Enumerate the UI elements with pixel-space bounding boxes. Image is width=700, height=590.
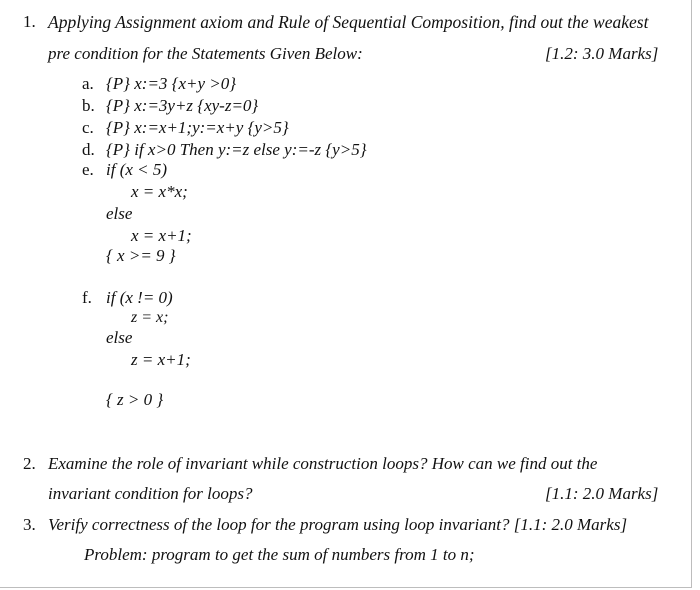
q1-item-f-line2: z = x; bbox=[131, 309, 169, 326]
q1-item-b-text: {P} x:=3y+z {xy-z=0} bbox=[106, 96, 259, 115]
q1-item-b bbox=[82, 96, 258, 116]
q3-line1: Verify correctness of the loop for the program using loop invariant? [1.1: 2.0 Marks] bbox=[48, 515, 628, 534]
q1-line2: pre condition for the Statements Given Below: bbox=[48, 44, 363, 63]
q2-line1: Examine the role of invariant while construction loops? How can we find out the bbox=[48, 454, 598, 473]
q1-item-c-label: c. bbox=[82, 118, 94, 137]
q2-marks: [1.1: 2.0 Marks] bbox=[545, 484, 659, 503]
q1-item-f-line1: if (x != 0) bbox=[106, 288, 173, 307]
q1-item-e-line1: if (x < 5) bbox=[106, 160, 168, 179]
q1-item-e-line5: { x >= 9 } bbox=[106, 246, 176, 265]
q1-line1: Applying Assignment axiom and Rule of Sequential Composition, find out the weakest bbox=[48, 12, 649, 32]
q1-marks: [1.2: 3.0 Marks] bbox=[545, 44, 659, 63]
q1-item-f-line3: else bbox=[106, 328, 133, 347]
q1-item-e-line2: x = x*x; bbox=[131, 182, 188, 201]
q1-item-a-label: a. bbox=[82, 74, 94, 93]
q1-item-e bbox=[82, 160, 167, 180]
q2-number: 2. bbox=[23, 454, 36, 473]
q1-item-c bbox=[82, 118, 289, 138]
q1-item-a bbox=[82, 74, 236, 94]
q1-item-f bbox=[82, 288, 173, 308]
q1-item-d bbox=[82, 140, 367, 160]
q1-item-a-text: {P} x:=3 {x+y >0} bbox=[106, 74, 237, 93]
q1-item-f-label: f. bbox=[82, 288, 92, 307]
q1-number: 1. bbox=[23, 12, 36, 31]
q1-item-e-line3: else bbox=[106, 204, 133, 223]
q1-item-f-line4: z = x+1; bbox=[131, 350, 191, 369]
q1-item-e-label: e. bbox=[82, 160, 94, 179]
q2-line2: invariant condition for loops? bbox=[48, 484, 253, 503]
q3-problem: Problem: program to get the sum of numbers from 1 to n; bbox=[84, 545, 475, 564]
q1-item-e-line4: x = x+1; bbox=[131, 226, 192, 245]
q1-item-d-text: {P} if x>0 Then y:=z else y:=-z {y>5} bbox=[106, 140, 367, 159]
q1-item-d-label: d. bbox=[82, 140, 95, 159]
q1-item-c-text: {P} x:=x+1;y:=x+y {y>5} bbox=[106, 118, 289, 137]
q3-number: 3. bbox=[23, 515, 36, 534]
q1-item-f-line5: { z > 0 } bbox=[106, 390, 164, 409]
q1-item-b-label: b. bbox=[82, 96, 95, 115]
